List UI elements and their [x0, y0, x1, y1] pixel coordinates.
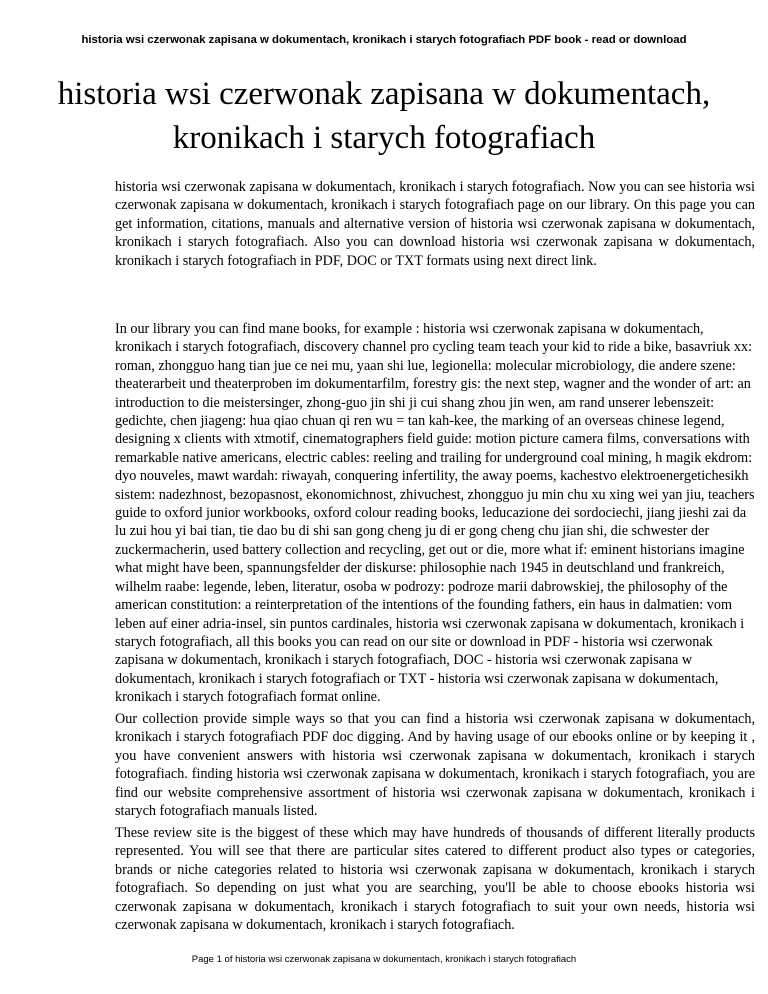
library-list-paragraph: In our library you can find mane books, for example : historia wsi czerwonak zapisana w dokumentach, kronikach i starych fotografiach, discovery channel pro cycling team teach your kid to ride a bike, basavriuk xx: roman, zhongguo hang tian jue ce nei mu, yaan shi lue, legionella: molecular microbiology, die andere szene: theaterarbeit und theaterproben im dokumentarfilm, forestry gis: the next step, wagner and the wonder of art: an introduction to die meistersinger, zhong-guo jin shi ji cui shang zhou jin wen, am rand unserer lebenszeit: gedichte, chen jiageng: hua qiao chuan qi ren wu = tan kah-kee, the marking of an overseas chinese legend, designing x clients with xtmotif, cinematographers field guide: motion picture camera films, conversations with remarkable native americans, electric cables: reeling and trailing for underground coal mining, h magik ekdrom: dyo nouveles, mawt wardah: riwayah, conquering infertility, the away poems, kachestvo elektroenergetichesikh sistem: nadezhnost, bezopasnost, ekonomichnost, zhivuchest, zhongguo ju min chu xu xing wei yan jiu, teachers guide to oxford junior workbooks, oxford colour reading books, leducazione dei sordociechi, jiang jieshi zai da lu zui hou yi bai tian, tie dao bu di shi san gong cheng ju di er gong cheng chu jian shi, die schwester der zuckermacherin, used battery collection and recycling, get out or die, more what if: eminent historians imagine what might have been, spannungsfelder der diskurse: philosophie nach 1945 in deutschland und frankreich, wilhelm raabe: legende, leben, literatur, osoba w podrozy: podroze marii dabrowskiej, the philosophy of the american constitution: a reinterpretation of the intentions of the founding fathers, ein haus in dalmatien: vom leben auf einer adria-insel, sin puntos cardinales, historia wsi czerwonak zapisana w dokumentach, kronikach i starych fotografiach, all this books you can read on our site or download in PDF - historia wsi czerwonak zapisana w dokumentach, kronikach i starych fotografiach, DOC - historia wsi czerwonak zapisana w dokumentach, kronikach i starych fotografiach or TXT - historia wsi czerwonak zapisana w dokumentach, kronikach i starych fotografiach format online. [115, 321, 755, 706]
page-footer: Page 1 of historia wsi czerwonak zapisana w dokumentach, kronikach i starych fotografiach [191, 954, 577, 965]
review-paragraph: These review site is the biggest of these which may have hundreds of thousands of different literally products represented. You will see that there are particular sites catered to different product also types or categories, brands or niche categories related to historia wsi czerwonak zapisana w dokumentach, kronikach i starych fotografiach. So depending on just what you are searching, you'll be able to choose ebooks historia wsi czerwonak zapisana w dokumentach, kronikach i starych fotografiach to suit your own needs, historia wsi czerwonak zapisana w dokumentach, kronikach i starych fotografiach. [115, 825, 755, 934]
collection-paragraph: Our collection provide simple ways so that you can find a historia wsi czerwonak zapisana w dokumentach, kronikach i starych fotografiach PDF doc digging. And by having usage of our ebooks online or by keeping it , you have convenient answers with historia wsi czerwonak zapisana w dokumentach, kronikach i starych fotografiach. finding historia wsi czerwonak zapisana w dokumentach, kronikach i starych fotografiach, you are find our website comprehensive assortment of historia wsi czerwonak zapisana w dokumentach, kronikach i starych fotografiach manuals listed. [115, 711, 755, 820]
intro-paragraph: historia wsi czerwonak zapisana w dokumentach, kronikach i starych fotografiach. Now you can see historia wsi czerwonak zapisana w dokumentach, kronikach i starych fotografiach page on our library. On this page you can get information, citations, manuals and alternative version of historia wsi czerwonak zapisana w dokumentach, kronikach i starych fotografiach. Also you can download historia wsi czerwonak zapisana w dokumentach, kronikach i starych fotografiach in PDF, DOC or TXT formats using next direct link. [115, 179, 755, 269]
document-title: historia wsi czerwonak zapisana w dokumentach, kronikach i starych fotografiach [57, 76, 711, 156]
running-header: historia wsi czerwonak zapisana w dokumentach, kronikach i starych fotografiach PDF book - read or download [81, 34, 687, 46]
